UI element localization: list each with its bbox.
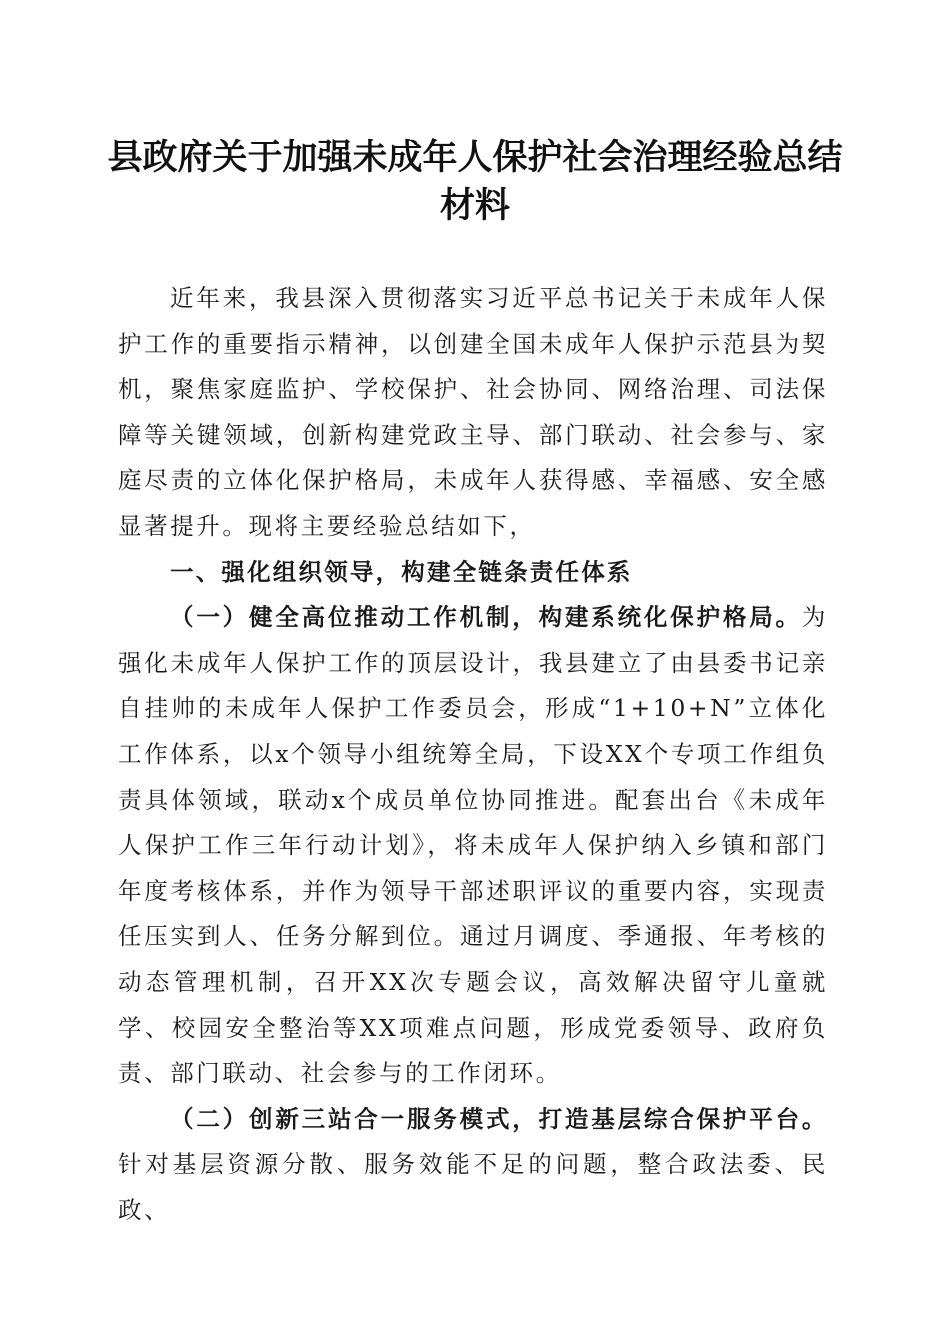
- section-1-item-2-paragraph: [118, 1097, 828, 1234]
- section-1-item-1-paragraph: [118, 595, 828, 1097]
- document-body: [118, 276, 828, 1233]
- section-1-item-1-lead: （一）健全高位推动工作机制，构建系统化保护格局。: [170, 603, 802, 632]
- section-1-item-2-lead: （二）创新三站合一服务模式，打造基层综合保护平台。: [170, 1104, 828, 1133]
- document-title: 县政府关于加强未成年人保护社会治理经验总结材料: [107, 137, 843, 226]
- section-1-heading: 一、强化组织领导，构建全链条责任体系: [170, 557, 633, 586]
- section-1-item-1-text: 为强化未成年人保护工作的顶层设计，我县建立了由县委书记亲自挂帅的未成年人保护工作委员会，形成“1+10+N”立体化工作体系，以x个领导小组统筹全局，下设XX个专项工作组负责具体领域，联动x个成员单位协同推进。配套出台《未成年人保护工作三年行动计划》，将未成年人保护纳入乡镇和部门年度考核体系，并作为领导干部述职评议的重要内容，实现责任压实到人、任务分解到位。通过月调度、季通报、年考核的动态管理机制，召开XX次专题会议，高效解决留守儿童就学、校园安全整治等XX项难点问题，形成党委领导、政府负责、部门联动、社会参与的工作闭环。: [118, 603, 828, 1088]
- section-1-item-2-text: 针对基层资源分散、服务效能不足的问题，整合政法委、民政、: [118, 1150, 828, 1224]
- intro-paragraph: 近年来，我县深入贯彻落实习近平总书记关于未成年人保护工作的重要指示精神，以创建全国未成年人保护示范县为契机，聚焦家庭监护、学校保护、社会协同、网络治理、司法保障等关键领域，创新构建党政主导、部门联动、社会参与、家庭尽责的立体化保护格局，未成年人获得感、幸福感、安全感显著提升。现将主要经验总结如下，: [118, 284, 828, 540]
